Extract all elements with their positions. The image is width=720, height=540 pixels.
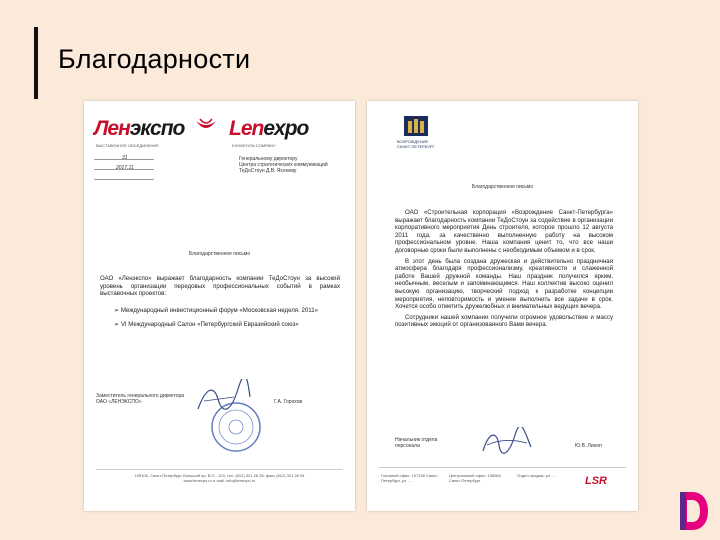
brand-caption-ru: ВЫСТАВОЧНОЕ ОБЪЕДИНЕНИЕ <box>96 143 159 148</box>
event-item: VI Международный Салон «Петербургский Евразийский союз» <box>120 320 299 328</box>
signer-name: Г.А. Горохов <box>274 399 303 405</box>
events-list: ➢ Международный инвестиционный форум «Московская неделя. 2011» ➢ VI Международный Салон «Петербургский Евразийский союз» <box>114 307 318 328</box>
brand-lenexpo-ru: Ленэкспо <box>94 117 185 140</box>
signer-title: Заместитель генерального директора ОАО «ЛЕНЭКСПО» <box>96 393 185 405</box>
paragraph: ОАО «Строительная корпорация «Возрождение Санкт-Петербурга» выражает благодарность компании ТеДоСтоун за содействие в организации корпоративного мероприятия День строителя, которое прошло 12 августа 2011 года, за качественно выполненную работу на высоком профессиональном уровне. Наша компания ценит то, что все наши договорные сроки были выполнены с необходимым объемом и в срок. <box>395 209 613 254</box>
letter-body <box>395 209 613 329</box>
letter-vozrozhdenie: ВОЗРОЖДЕНИЕ САНКТ-ПЕТЕРБУРГ Благодарственное письмо ОАО «Строительная корпорация «Возрождение Санкт-Петербурга» выражает благодарность компании ТеДоСтоун за содействие в организации корпоративного мероприятия День строителя, которое прошло 12 августа 2011 года, за качественно выполненную работу на высоком профессиональном уровне. Наша компания ценит то, что все наши договорные сроки были выполнены с необходимым объемом и в срок. В этот день была создана дружеская и действительно праздничная атмосфера благодаря профессионализму, креативности и слаженной работе Вашей дружной команды. Наш праздник получился ярким, необычным, веселым и запоминающимся. Наш коллектив высоко оценил высокую организацию, творческий подход к разработке концепции мероприятия, неповторимость и умение выполнить все задачи в срок. Хочется особо отметить дружелюбных и внимательных ведущих вечера. Сотрудники нашей компании получили огромное удовольствие и массу позитивных эмоций от организованного Вами вечера. Начальник отдела персонала Ю.В. Линоп Головной офис: 197198 Санкт-Петербург, ул. ... Центральный офис: 196084 Санкт-Петербург Отдел продаж: ул. ... LSR <box>367 101 638 511</box>
letter-lenexpo <box>84 101 355 511</box>
letter-paragraph: ОАО «Ленэкспо» выражает благодарность компании ТеДоСтоун за высокий уровень организации передовых профессиональных событий в рамках выставочных проектов: <box>100 275 340 298</box>
signer-name: Ю.В. Линоп <box>575 443 602 449</box>
corner-brand-logo-icon <box>676 488 710 539</box>
ref-number: 31 <box>122 155 128 161</box>
letter-heading: Благодарственное письмо <box>471 184 534 190</box>
slide-title: Благодарности <box>58 44 251 74</box>
paragraph: В этот день была создана дружеская и действительно праздничная атмосфера благодаря профессионализму, креативности и слаженной работе Вашей дружной команды. Наш праздник получился ярким, необычным, веселым и запоминающимся. Наш коллектив высоко оценил высокую организацию, творческий подход к разработке концепции мероприятия, неповторимость и умение выполнить все задачи в срок. Хочется особо отметить дружелюбных и внимательных ведущих вечера. <box>395 257 613 311</box>
lenexpo-emblem <box>194 117 218 142</box>
brand-lenexpo-en: Lenexpo <box>229 117 309 140</box>
ref-date: 2017.11 <box>116 165 134 171</box>
vozrozhdenie-logo <box>403 115 429 142</box>
vozrozhdenie-caption: ВОЗРОЖДЕНИЕ САНКТ-ПЕТЕРБУРГ <box>397 139 435 149</box>
official-stamp <box>210 401 262 458</box>
letter-heading: Благодарственное письмо <box>188 251 251 257</box>
signature-image <box>479 427 535 464</box>
recipient-block: Генеральному директору Центра стратегических коммуникаций ТеДоСтоун Д.В. Ясеневу <box>239 156 328 174</box>
signer-title: Начальник отдела персонала <box>395 437 438 449</box>
brand-caption-en: EXHIBITION COMPANY <box>232 143 276 148</box>
title-accent-bar <box>34 27 38 99</box>
paragraph: Сотрудники нашей компании получили огромное удовольствие и массу позитивных эмоций от организованного Вами вечера. <box>395 313 613 329</box>
lsr-logo: LSR <box>585 475 607 487</box>
event-item: Международный инвестиционный форум «Московская неделя. 2011» <box>120 307 318 314</box>
letter-footer: 199106, Санкт-Петербург, Большой пр. В.О., 103, тел. (812) 321 26 28, факс (812) 321 26 54 www.lenexpo.ru e-mail: info@lenexpo.ru <box>134 473 305 483</box>
